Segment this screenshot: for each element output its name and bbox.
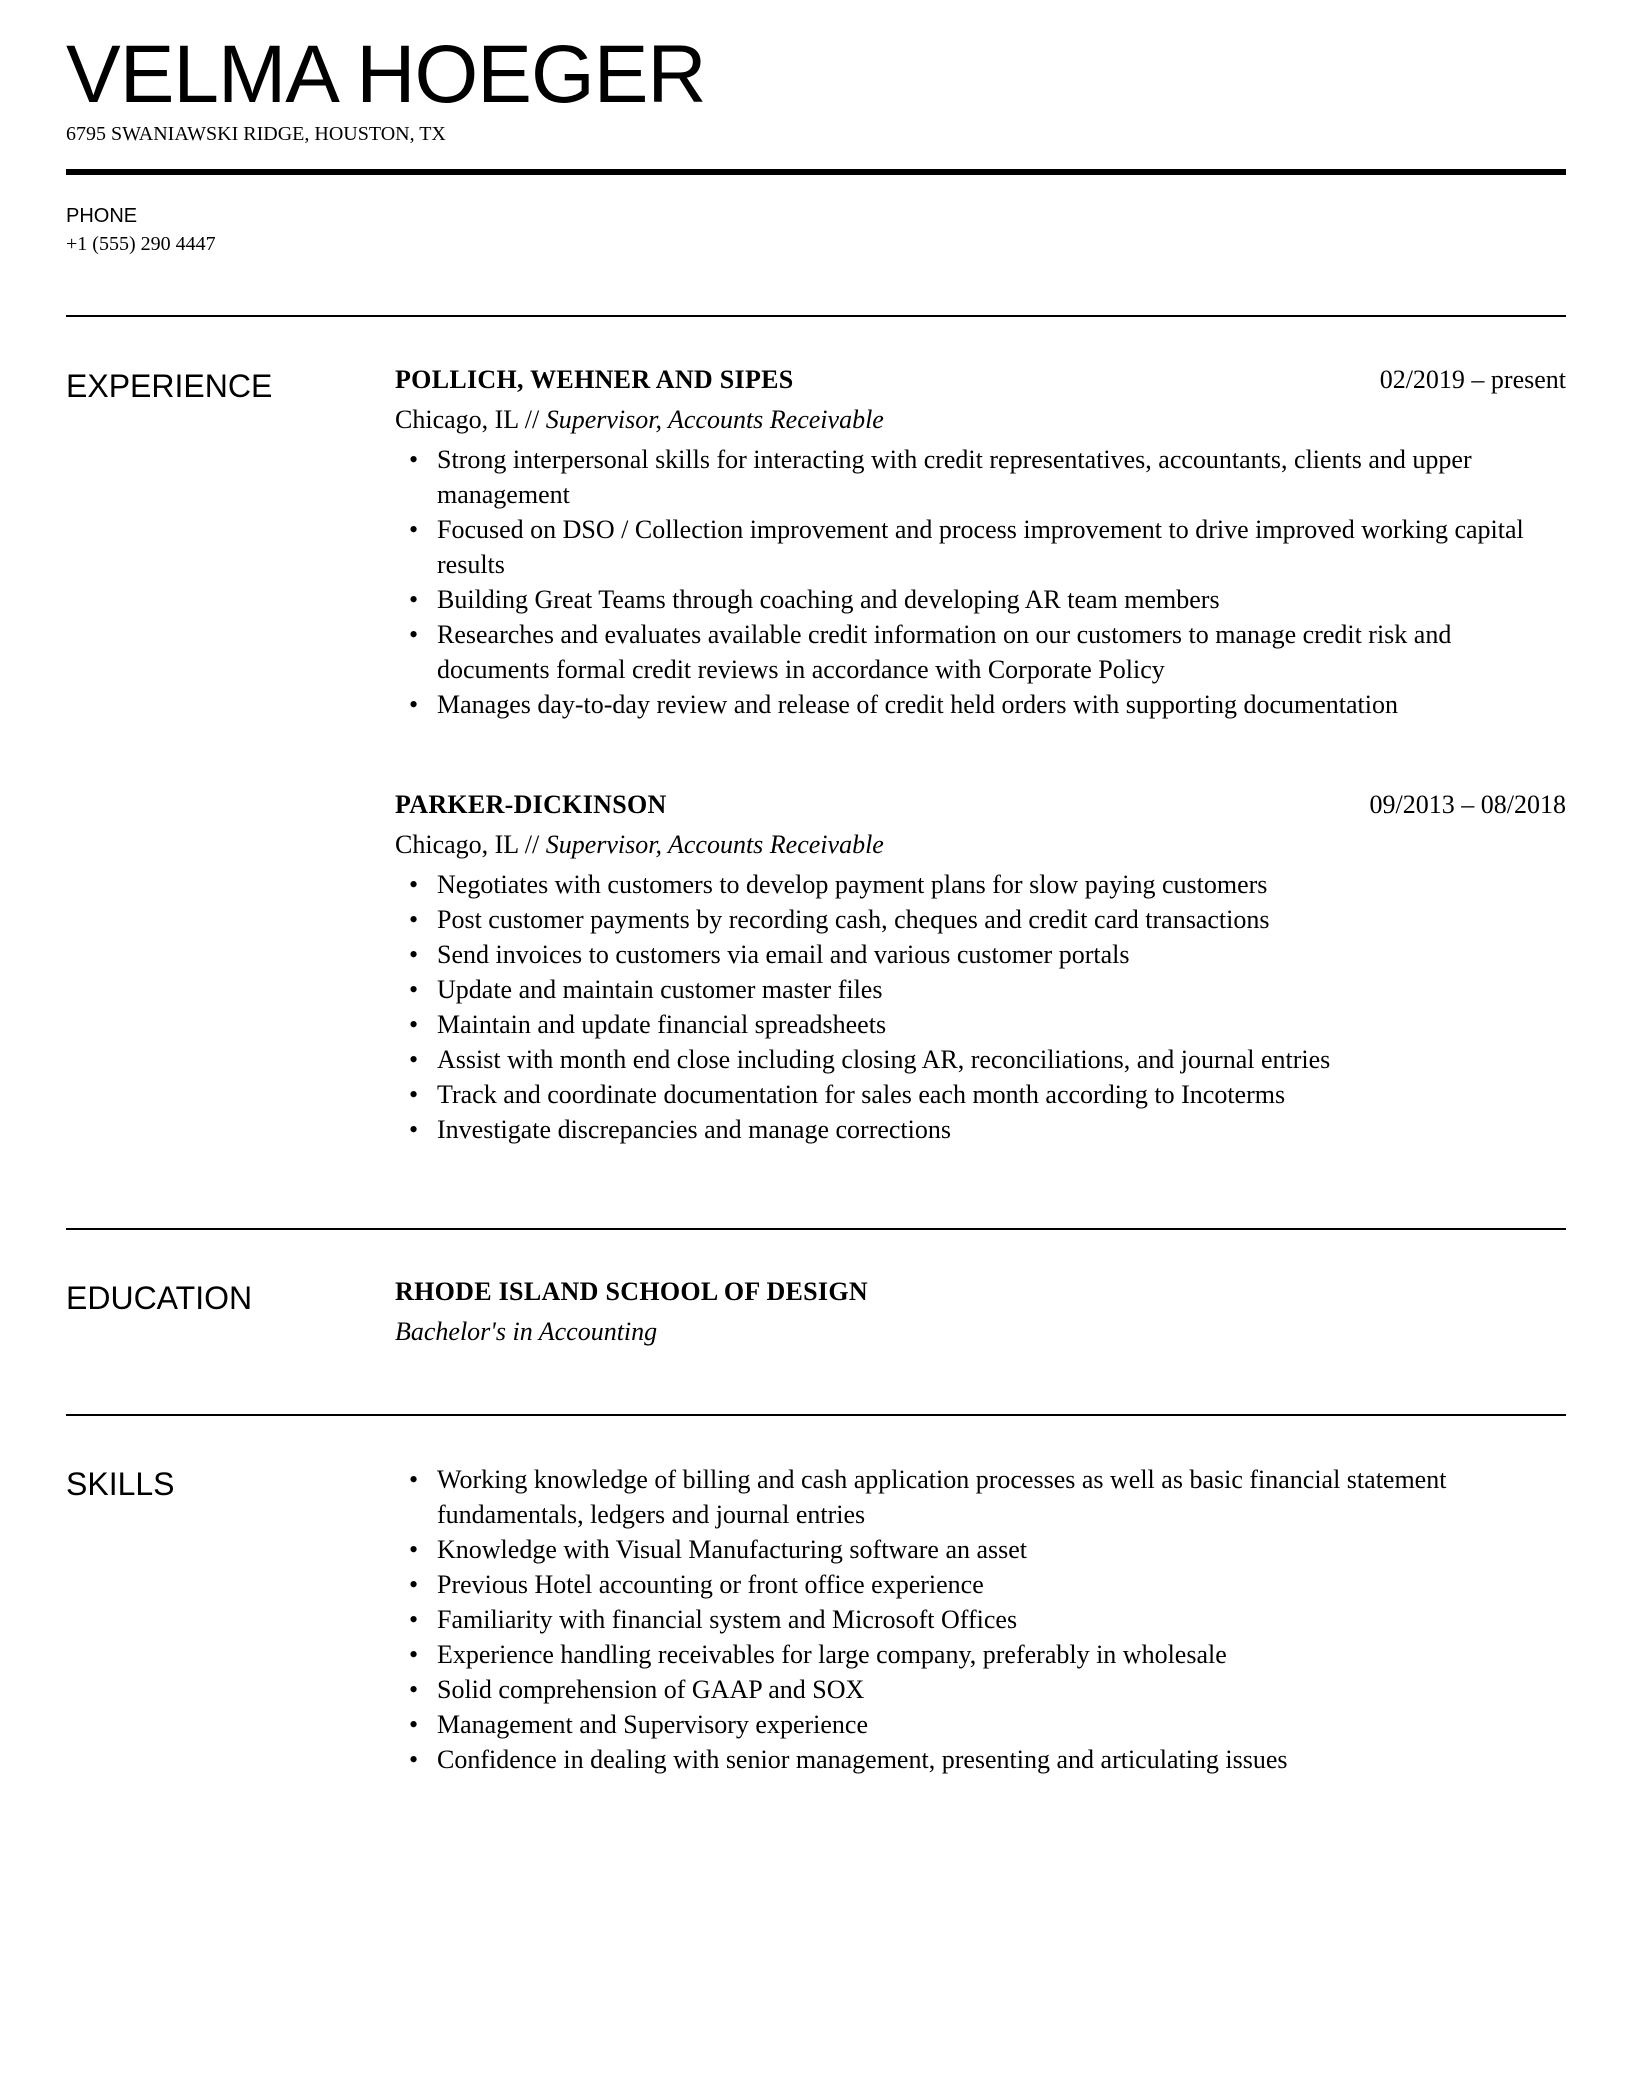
skill-item: • Experience handling receivables for large company, preferably in wholesale (395, 1637, 1566, 1672)
job-dates: 02/2019 – present (1379, 365, 1566, 394)
job-entry (395, 787, 1566, 1147)
job-bullet: • Post customer payments by recording cash, cheques and credit card transactions (395, 902, 1566, 937)
job-separator: // (524, 405, 540, 434)
job-bullet: • Maintain and update financial spreadsheets (395, 1007, 1566, 1042)
experience-divider (66, 1228, 1566, 1230)
job-bullet: • Strong interpersonal skills for interacting with credit representatives, accountants, clients and upper management (395, 442, 1566, 512)
candidate-name: VELMA HOEGER (66, 29, 706, 120)
phone-number: +1 (555) 290 4447 (66, 233, 216, 255)
skill-item: • Management and Supervisory experience (395, 1707, 1566, 1742)
job-bullet: • Investigate discrepancies and manage corrections (395, 1112, 1566, 1147)
header-divider (66, 169, 1566, 175)
job-company: PARKER-DICKINSON (395, 790, 667, 819)
job-location: Chicago, IL (395, 405, 519, 434)
job-dates: 09/2013 – 08/2018 (1369, 790, 1566, 819)
experience-section (395, 362, 1566, 1147)
job-entry (395, 362, 1566, 722)
job-location: Chicago, IL (395, 830, 519, 859)
job-separator: // (524, 830, 540, 859)
skill-item: • Working knowledge of billing and cash application processes as well as basic financial statement fundamentals, ledgers and journal entries (395, 1462, 1566, 1532)
job-bullet: • Send invoices to customers via email and various customer portals (395, 937, 1566, 972)
job-bullets (395, 867, 1566, 1147)
skill-item: • Confidence in dealing with senior management, presenting and articulating issues (395, 1742, 1566, 1777)
job-bullet: • Researches and evaluates available credit information on our customers to manage credit risk and documents formal credit reviews in accordance with Corporate Policy (395, 617, 1566, 687)
job-bullet: • Building Great Teams through coaching and developing AR team members (395, 582, 1566, 617)
job-header (395, 787, 1566, 827)
education-section (395, 1274, 1566, 1349)
education-divider (66, 1414, 1566, 1416)
contact-divider (66, 315, 1566, 317)
job-bullet: • Update and maintain customer master files (395, 972, 1566, 1007)
experience-section-title: EXPERIENCE (66, 368, 273, 404)
education-section-title: EDUCATION (66, 1280, 253, 1316)
job-bullet: • Track and coordinate documentation for sales each month according to Incoterms (395, 1077, 1566, 1112)
job-bullets (395, 442, 1566, 722)
education-degree: Bachelor's in Accounting (395, 1317, 658, 1346)
job-subline (395, 402, 1566, 442)
skill-item: • Knowledge with Visual Manufacturing software an asset (395, 1532, 1566, 1567)
skills-section-title: SKILLS (66, 1466, 175, 1502)
education-school: RHODE ISLAND SCHOOL OF DESIGN (395, 1277, 868, 1306)
job-company: POLLICH, WEHNER AND SIPES (395, 365, 794, 394)
job-header (395, 362, 1566, 402)
job-bullet: • Manages day-to-day review and release of credit held orders with supporting documentation (395, 687, 1566, 722)
candidate-address: 6795 SWANIAWSKI RIDGE, HOUSTON, TX (66, 123, 446, 145)
skill-item: • Familiarity with financial system and Microsoft Offices (395, 1602, 1566, 1637)
job-role: Supervisor, Accounts Receivable (545, 830, 884, 859)
job-role: Supervisor, Accounts Receivable (545, 405, 884, 434)
job-subline (395, 827, 1566, 867)
skills-list (395, 1462, 1566, 1777)
job-bullet: • Focused on DSO / Collection improvement and process improvement to drive improved working capital results (395, 512, 1566, 582)
job-bullet: • Assist with month end close including closing AR, reconciliations, and journal entries (395, 1042, 1566, 1077)
phone-label: PHONE (66, 205, 138, 227)
skill-item: • Previous Hotel accounting or front office experience (395, 1567, 1566, 1602)
skill-item: • Solid comprehension of GAAP and SOX (395, 1672, 1566, 1707)
job-bullet: • Negotiates with customers to develop payment plans for slow paying customers (395, 867, 1566, 902)
skills-section (395, 1462, 1566, 1777)
